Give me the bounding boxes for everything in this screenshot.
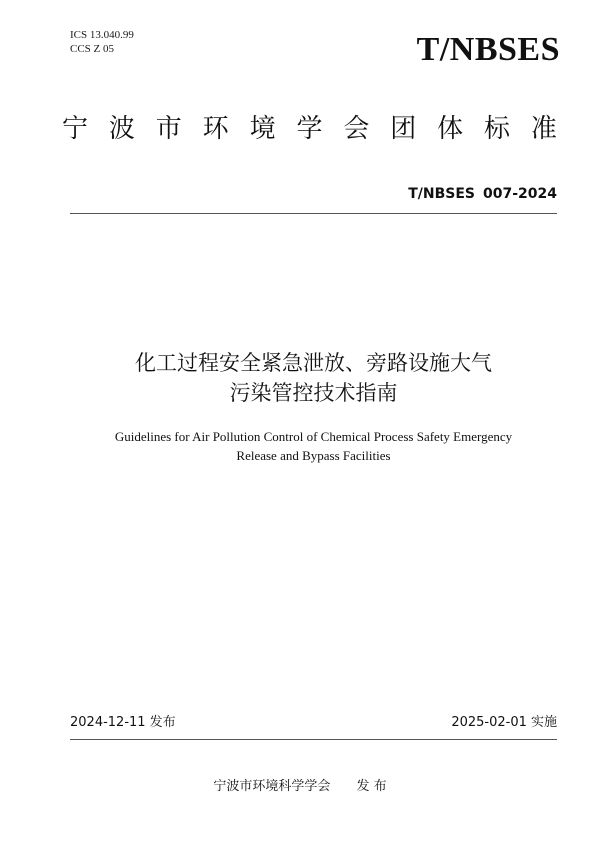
ccs-code: CCS Z 05 <box>70 43 115 55</box>
org-title-char: 会 <box>343 114 370 144</box>
org-title-char: 宁 <box>62 114 89 144</box>
org-title-char: 体 <box>437 114 464 144</box>
publisher-name: 宁波市环境科学学会 <box>213 779 331 794</box>
chinese-title-line-2: 污染管控技术指南 <box>229 381 398 405</box>
english-title-line-2: Release and Bypass Facilities <box>236 448 391 463</box>
org-title-char: 环 <box>202 114 229 144</box>
english-title-line-1: Guidelines for Air Pollution Control of Chemical Process Safety Emergency <box>114 429 513 444</box>
org-title-char: 境 <box>249 114 276 144</box>
publisher-action: 发 布 <box>356 779 387 794</box>
standard-logo: T/NBSES <box>416 31 560 68</box>
bottom-divider <box>70 739 557 740</box>
implementation-date: 2025-02-01 实施 <box>451 715 557 730</box>
ics-code: ICS 13.040.99 <box>70 29 134 41</box>
organization-standard-title <box>62 112 557 146</box>
org-title-char: 学 <box>296 114 323 144</box>
org-title-char: 波 <box>108 114 135 144</box>
publisher-line <box>0 778 600 796</box>
standard-number-code: 007-2024 <box>483 186 557 202</box>
org-title-char: 团 <box>390 114 417 144</box>
english-title <box>70 427 557 465</box>
standard-number <box>408 185 557 203</box>
chinese-title-line-1: 化工过程安全紧急泄放、旁路设施大气 <box>135 351 492 375</box>
top-divider <box>70 213 557 214</box>
issue-date: 2024-12-11 发布 <box>70 715 176 730</box>
classification-codes <box>70 28 134 56</box>
chinese-title <box>70 348 557 408</box>
org-title-char: 标 <box>484 114 511 144</box>
org-title-char: 市 <box>155 114 182 144</box>
standard-number-prefix: T/NBSES <box>408 186 475 202</box>
org-title-char: 准 <box>530 114 557 144</box>
